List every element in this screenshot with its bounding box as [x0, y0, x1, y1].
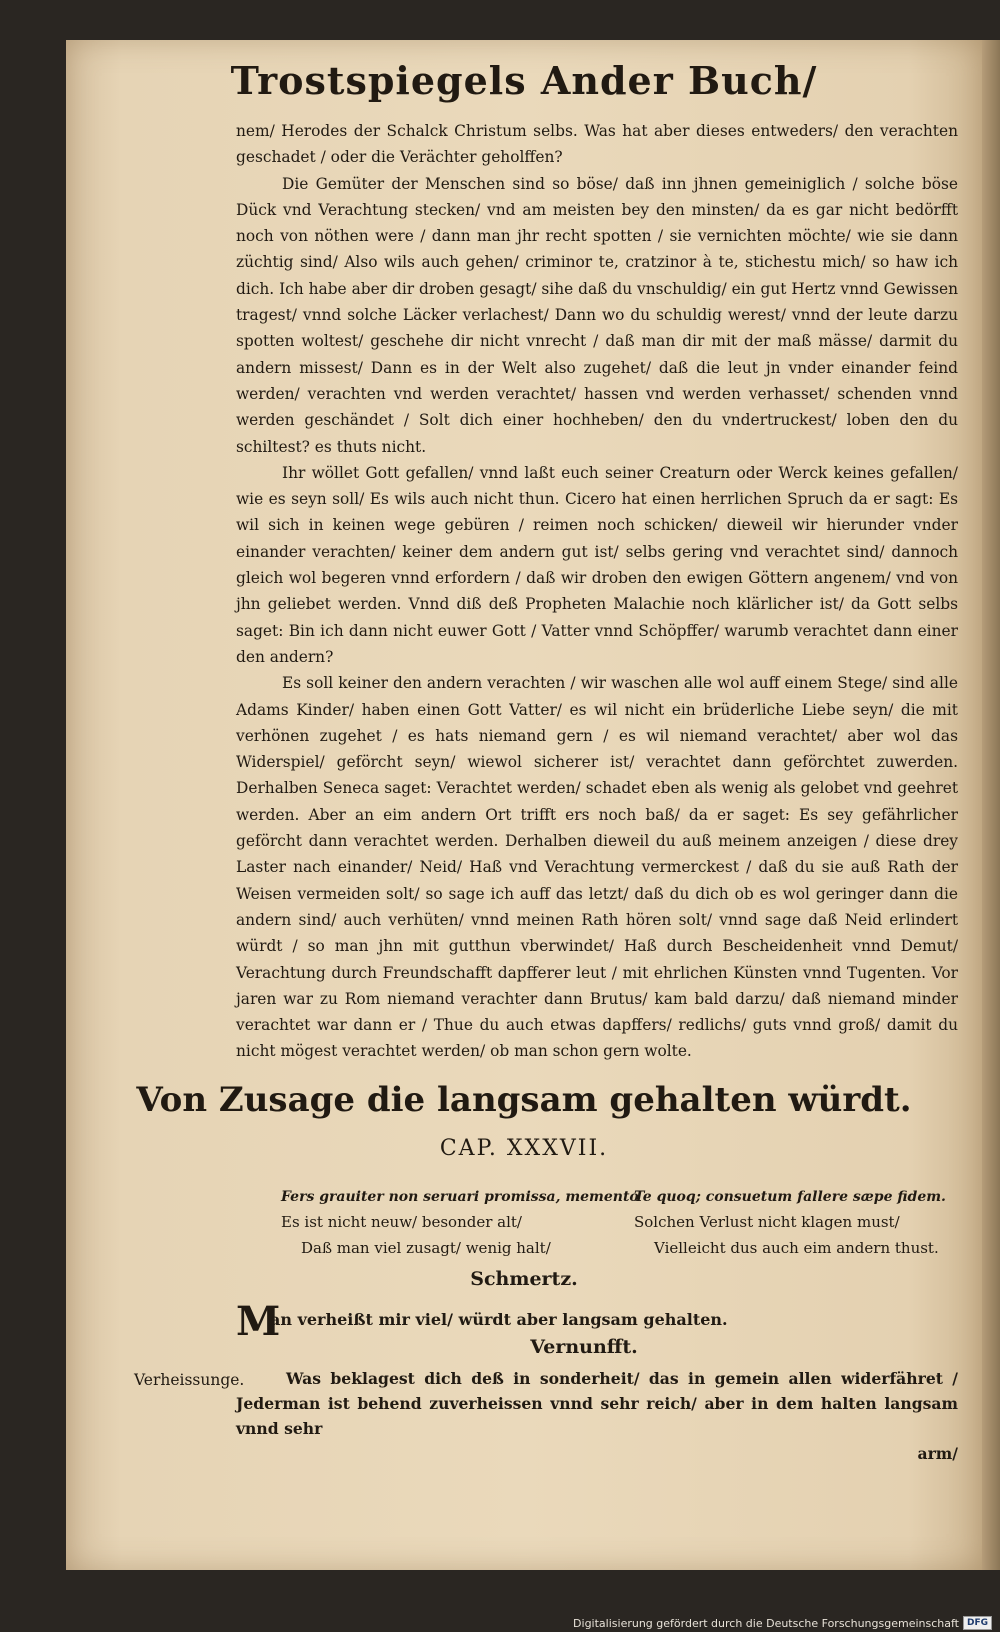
german-verse-left-2: Daß man viel zusagt/ wenig halt/: [301, 1239, 551, 1257]
german-verse-right-2: Vielleicht dus auch eim andern thust.: [654, 1239, 939, 1257]
dfg-logo: DFG: [963, 1616, 992, 1630]
book-spine-edge: [982, 40, 1000, 1570]
paragraph-continuation: nem/ Herodes der Schalck Christum selbs. Was hat aber dieses entweders/ den verachten geschadet / oder die Verächter geholffen?: [236, 122, 958, 167]
german-verse-right-1: Solchen Verlust nicht klagen must/: [634, 1213, 900, 1231]
running-head: Trostspiegels Ander Buch/: [230, 58, 818, 103]
latin-verse-left: Fers grauiter non seruari promissa, memento: [281, 1189, 639, 1205]
body-text: [236, 118, 958, 1065]
paragraph: Es soll keiner den andern verachten / wir waschen alle wol auff einem Stege/ sind alle Adams Kinder/ haben einen Gott Vatter/ es wil nicht ein brüderliche Liebe seyn/ die mit verhönen zugehet / es hats niemand gern / es wil niemand verachtet/ aber wol das Widerspiel/ geförcht seyn/ wiewol sicherer ist/ verachtet dann geförchtet zuwerden. Derhalben Seneca saget: Verachtet werden/ schadet eben als wenig als gelobet vnd geehret werden. Aber an eim andern Ort trifft ers noch baß/ da er saget: Es sey gefährlicher geförcht dann verachtet werden. Derhalben dieweil du auß meinem anzeigen / diese drey Laster nach einander/ Neid/ Haß vnd Verachtung vermerckest / daß du sie auß Rath der Weisen vermeiden solt/ so sage ich auff das letzt/ daß du dich ob es wol geringer dann die andern sind/ auch verhüten/ vnnd meinen Rath hören solt/ vnnd sage daß Neid erlindert würdt / so man jhn mit gutthun vberwindet/ Haß durch Bescheidenheit vnnd Demut/ Verachtung durch Freundschafft dapfferer leut / mit ehrlichen Künsten vnnd Tugenten. Vor jaren war zu Rom niemand verachter dann Brutus/ kam bald darzu/ daß niemand minder verachtet war dann er / Thue du auch etwas dapffers/ redlichs/ guts vnnd groß/ damit du nicht mögest verachtet werden/ ob man schon gern wolte.: [236, 674, 958, 1061]
speaker-vernunfft: Vernunfft.: [530, 1336, 638, 1358]
speech-vernunfft-text: Was beklagest dich deß in sonderheit/ das in gemein allen widerfähret / Jederman ist behend zuverheissen vnnd sehr reich/ aber in dem halten langsam vnnd sehr: [236, 1369, 958, 1438]
digitization-footer: [573, 1616, 992, 1630]
paragraph: Ihr wöllet Gott gefallen/ vnnd laßt euch seiner Creaturn oder Werck keines gefallen/ wie es seyn soll/ Es wils auch nicht thun. Cicero hat einen herrlichen Spruch da er sagt: Es wil sich in keinen wege gebüren / reimen noch schicken/ dieweil wir hierunder vnder einander verachten/ keiner dem andern gut ist/ selbs gering vnd verachtet sind/ dannoch gleich wol begeren vnnd erfordern / daß wir droben den ewigen Göttern angenem/ vnd von jhn geliebet werden. Vnnd diß deß Propheten Malachie noch klärlicher ist/ da Gott selbs saget: Bin ich dann nicht euwer Gott / Vatter vnnd Schöpffer/ warumb verachtet dann einer den andern?: [236, 463, 958, 666]
drop-cap: M: [236, 1298, 281, 1345]
speaker-schmertz: Schmertz.: [470, 1268, 578, 1290]
marginal-note: Verheissunge.: [134, 1371, 245, 1389]
chapter-number: CAP. XXXVII.: [439, 1136, 609, 1161]
chapter-title: Von Zusage die langsam gehalten würdt.: [136, 1080, 912, 1120]
footer-text: Digitalisierung gefördert durch die Deutsche Forschungsgemeinschaft: [573, 1616, 959, 1630]
german-verse-left-1: Es ist nicht neuw/ besonder alt/: [281, 1213, 522, 1231]
catchword: arm/: [917, 1444, 958, 1463]
latin-verse-right: Te quoq; consuetum fallere sæpe fidem.: [634, 1189, 946, 1205]
speech-vernunfft: [236, 1366, 958, 1466]
paragraph: Die Gemüter der Menschen sind so böse/ daß inn jhnen gemeiniglich / solche böse Dück vnd Verachtung stecken/ vnd am meisten bey den minsten/ da es gar nicht bedörfft noch von nöthen were / dann man jhr recht spotten / sie vernichten möchte/ wie sie dann züchtig sind/ Also wils auch gehen/ criminor te, cratzinor à te, stichestu mich/ so haw ich dich. Ich habe aber dir droben gesagt/ sihe daß du vnschuldig/ ein gut Hertz vnnd Gewissen tragest/ vnnd solche Läcker verlachest/ Dann wo du schuldig werest/ vnnd der leute darzu spotten woltest/ geschehe dir nicht vnrecht / daß man dir mit der maß mässe/ darmit du andern missest/ Dann es in der Welt also zugehet/ daß die leut jn vnder einander feind werden/ verachten vnd werden verachtet/ hassen vnd werden verhasset/ schenden vnnd werden geschändet / Solt dich einer hochheben/ den du vndertruckest/ loben den du schiltest? es thuts nicht.: [236, 174, 958, 456]
scanned-page: [66, 40, 982, 1570]
speech-schmertz: an verheißt mir viel/ würdt aber langsam gehalten.: [270, 1310, 728, 1329]
